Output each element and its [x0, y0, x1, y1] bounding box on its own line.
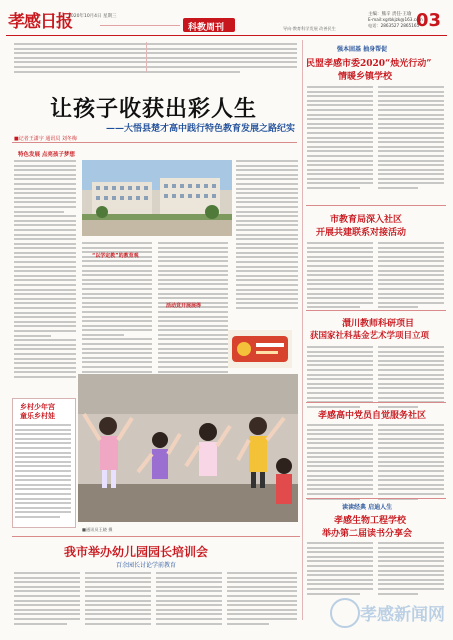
inset-heading-2: 活动竞开展展得 — [166, 303, 202, 309]
side-volunteer-text-b — [378, 424, 444, 502]
side-rule-1 — [306, 205, 446, 206]
editor-line: 主编：熊辛 责任·王瑜 — [368, 12, 412, 17]
slogan: 导向·教育科学发展 改善民生 — [283, 26, 336, 31]
inset-heading-1: “以学定教”的教育观 — [92, 253, 139, 259]
newspaper-logo: 孝感日报 — [8, 12, 72, 32]
lead-intro-text — [14, 43, 297, 75]
bottom-subheadline: 百余园长讨论学前教育 — [116, 562, 177, 569]
lead-section-heading: 特色发展 点亮孩子梦想 — [18, 152, 75, 158]
masthead-rule — [6, 35, 447, 36]
watermark-text: 孝感新闻网 — [360, 605, 445, 625]
lead-byline: ■记者王潇宇 通讯员 刘冬梅 — [14, 136, 77, 142]
lead-column-3 — [158, 242, 228, 394]
side-reading-title-2: 举办第二届读书分享会 — [322, 529, 413, 539]
bottom-rule — [12, 536, 300, 537]
lead-rule — [12, 142, 297, 143]
children-dance-photo — [78, 374, 298, 522]
side-rule-4 — [306, 498, 446, 499]
side-mid-title-1: 市教育局深入社区 — [330, 215, 403, 225]
intro-column-rule — [146, 42, 147, 72]
badge-graphic — [228, 330, 292, 368]
phone-line: 电话：2863527 2865165 — [368, 23, 420, 28]
lead-column-4 — [236, 160, 298, 312]
side-research-text-b — [378, 346, 444, 410]
section-banner-line — [100, 25, 180, 26]
side-research-title-1: 澴川教师科研项目 — [342, 319, 415, 329]
side-rule-3 — [306, 402, 446, 403]
side-rule-2 — [306, 310, 446, 311]
section-label: 科教周刊 — [188, 23, 225, 33]
side-mid-text-b — [378, 242, 444, 311]
campus-photo — [82, 160, 232, 236]
bottom-column-1 — [14, 572, 80, 627]
side-top-title-1: 民盟孝感市委2020“烛光行动” — [306, 59, 432, 69]
side-top-kicker: 强本固基 抽身帮促 — [337, 46, 388, 53]
side-top-text-a — [307, 86, 373, 192]
side-reading-text-a — [307, 542, 373, 597]
lead-column-2 — [82, 242, 152, 394]
lead-headline: 让孩子收获出彩人生 — [50, 96, 258, 122]
side-reading-title-1: 孝感生物工程学校 — [334, 516, 407, 526]
side-mid-text-a — [307, 242, 373, 311]
lead-right-rule — [302, 40, 303, 620]
bottom-column-3 — [156, 572, 222, 627]
side-volunteer-text-a — [307, 424, 373, 502]
side-research-title-2: 获国家社科基金艺术学项目立项 — [310, 331, 430, 341]
contact-line: E-mail:xgrbkjzk@163.com — [368, 17, 423, 22]
side-top-text-b — [378, 86, 444, 192]
bottom-headline: 我市举办幼儿园园长培训会 — [64, 545, 209, 559]
side-reading-kicker: 读读经典 启迪人生 — [342, 504, 393, 511]
issue-date: 2020年10月4日 星期三 — [68, 14, 117, 19]
page-number: 03 — [416, 10, 442, 31]
side-volunteer-title: 孝感高中党员自觉服务社区 — [318, 411, 427, 421]
lead-column-1 — [14, 160, 76, 381]
watermark-seal-icon — [330, 598, 360, 628]
side-mid-title-2: 开展共建联系对接活动 — [316, 228, 407, 238]
side-reading-text-b — [378, 542, 444, 597]
bottom-column-2 — [85, 572, 151, 627]
feature-credit: ■通讯员王晓 摄 — [82, 527, 113, 532]
bottom-column-4 — [227, 572, 297, 627]
side-research-text-a — [307, 346, 373, 410]
feature-text — [15, 424, 71, 520]
side-top-title-2: 情暖乡镇学校 — [338, 72, 393, 82]
feature-title-2: 童乐乡村娃 — [20, 411, 55, 420]
lead-subheadline: ——大悟县楚才高中践行特色教育发展之路纪实 — [106, 124, 296, 134]
feature-title-1: 乡村少年宫 — [20, 402, 55, 411]
